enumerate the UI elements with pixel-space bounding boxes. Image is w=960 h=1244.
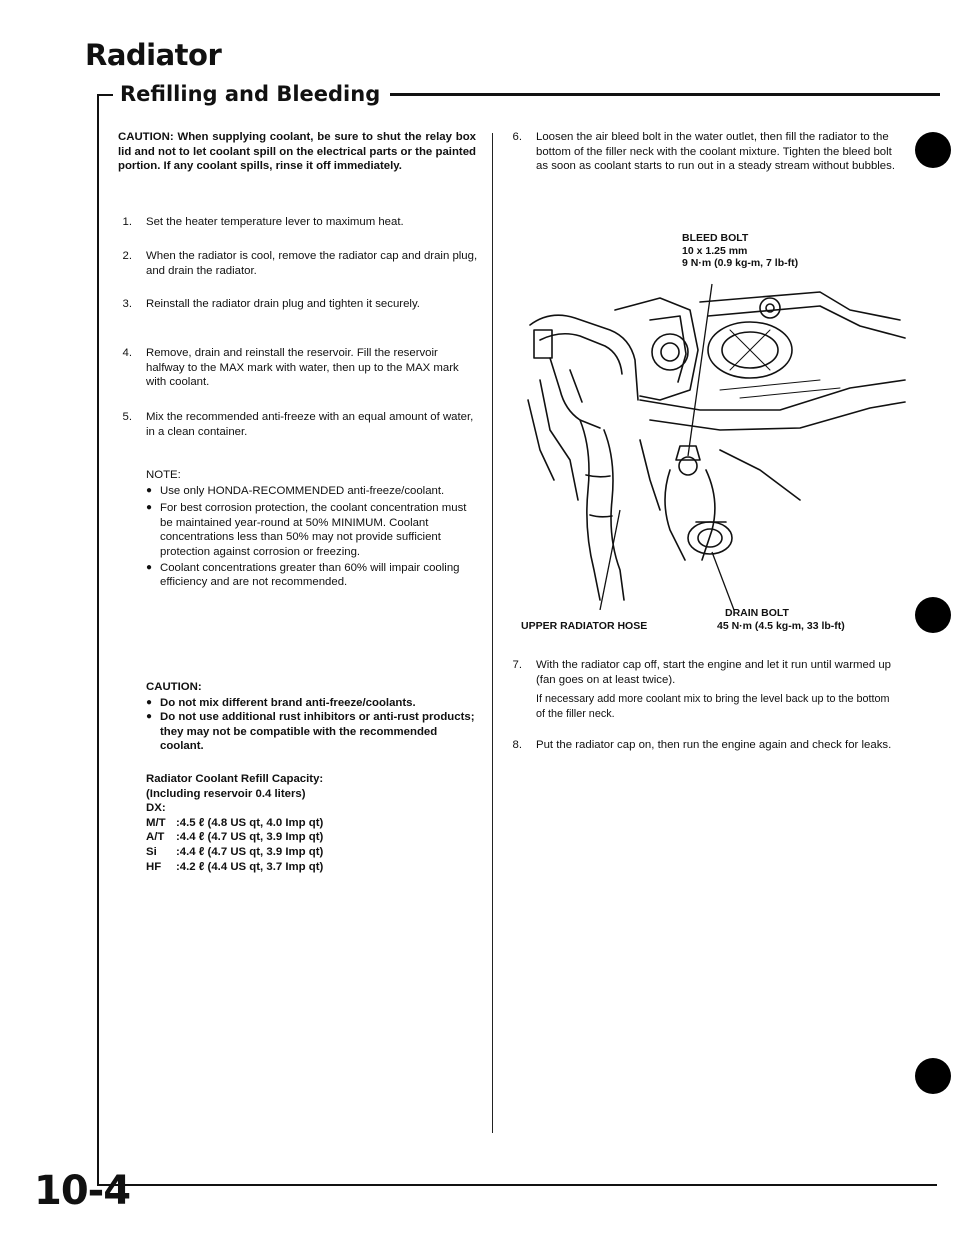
caution-main: CAUTION: When supplying coolant, be sure to shut the relay box lid and not to let coolant spill on the electrical parts or the painted portion. If any coolant spills, rinse it off immediately. [118,131,476,173]
page-number: 10-4 [34,1168,131,1214]
bleed-bolt-callout [682,232,882,270]
capacity-label: HF [146,860,162,873]
capacity-value: :4.4 ℓ (4.7 US qt, 3.9 Imp qt) [176,845,324,858]
capacity-block [146,772,476,874]
capacity-value: :4.4 ℓ (4.7 US qt, 3.9 Imp qt) [176,831,324,844]
drain-bolt-name: DRAIN BOLT [725,607,789,619]
step-text: With the radiator cap off, start the engine and let it run until warmed up (fan goes on at least twice). [536,659,891,686]
upper-radiator-hose-label: UPPER RADIATOR HOSE [521,620,648,632]
column-divider [492,133,493,1133]
caution-block [146,680,476,754]
capacity-label: M/T [146,816,166,829]
step-number: 1. [122,216,132,228]
step-number: 5. [122,411,132,423]
capacity-heading: Radiator Coolant Refill Capacity: [146,773,324,785]
frame-left-border [97,96,99,1186]
bleed-bolt-name: BLEED BOLT [682,232,749,244]
bleed-bolt-size: 10 x 1.25 mm [682,244,748,257]
step-text: Remove, drain and reinstall the reservoir. Fill the reservoir halfway to the MAX mark with water, then up to the MAX mark with coolant. [146,347,459,389]
note-label: NOTE: [146,469,181,481]
step-7-extra: If necessary add more coolant mix to bring the level back up to the bottom of the filler neck. [536,693,890,720]
frame-top-stub [97,94,113,96]
capacity-row [146,860,476,875]
note-item: ● Use only HONDA-RECOMMENDED anti-freeze/coolant. [146,484,476,499]
binder-hole-mark [915,597,951,633]
binder-hole-mark [915,1058,951,1094]
note-item: ● Coolant concentrations greater than 60% will impair cooling efficiency and are not recommended. [146,561,476,590]
step-number: 7. [512,659,522,671]
capacity-label: A/T [146,831,165,844]
caution-item: ● Do not mix different brand anti-freeze/coolants. [146,696,476,711]
drain-bolt-torque: 45 N·m (4.5 kg-m, 33 lb-ft) [717,619,845,632]
capacity-value: :4.5 ℓ (4.8 US qt, 4.0 Imp qt) [176,816,324,829]
capacity-row [146,816,476,831]
caution-item: ● Do not use additional rust inhibitors or anti-rust products; they may not be compatible with the recommended coolant. [146,710,476,754]
page-title: Radiator [85,38,222,72]
step-text: Put the radiator cap on, then run the engine again and check for leaks. [536,739,892,751]
step-number: 4. [122,347,132,359]
caution-label: CAUTION: [146,681,202,693]
capacity-row [146,845,476,860]
step-text: When the radiator is cool, remove the radiator cap and drain plug, and drain the radiator. [146,250,478,277]
step-number: 3. [122,298,132,310]
step-number: 8. [512,739,522,751]
frame-bottom-border [97,1184,937,1186]
step-number: 6. [512,131,522,143]
capacity-value: :4.2 ℓ (4.4 US qt, 3.7 Imp qt) [176,860,324,873]
step-text: Loosen the air bleed bolt in the water outlet, then fill the radiator to the bottom of the filler neck with the coolant mixture. Tighten the bleed bolt as soon as coolant starts to run out in a steady stream without bubbles. [536,131,896,173]
step-text: Reinstall the radiator drain plug and tighten it securely. [146,298,420,310]
step-text: Mix the recommended anti-freeze with an equal amount of water, in a clean container. [146,411,474,438]
header-rule [330,93,940,96]
capacity-model: DX: [146,802,166,815]
section-subtitle: Refilling and Bleeding [116,82,390,106]
binder-hole-mark [915,132,951,168]
capacity-label: Si [146,845,157,858]
engine-illustration [520,270,910,610]
bleed-bolt-torque: 9 N·m (0.9 kg-m, 7 lb-ft) [682,257,799,269]
drain-bolt-callout [717,607,917,632]
capacity-sub: (Including reservoir 0.4 liters) [146,787,306,800]
note-item: ● For best corrosion protection, the coolant concentration must be maintained year-round at 50% MINIMUM. Coolant concentrations less than 50% may not provide sufficient protection against corrosion or freezing. [146,501,476,559]
note-block [146,468,476,590]
step-number: 2. [122,250,132,262]
step-text: Set the heater temperature lever to maximum heat. [146,216,404,228]
capacity-row [146,830,476,845]
